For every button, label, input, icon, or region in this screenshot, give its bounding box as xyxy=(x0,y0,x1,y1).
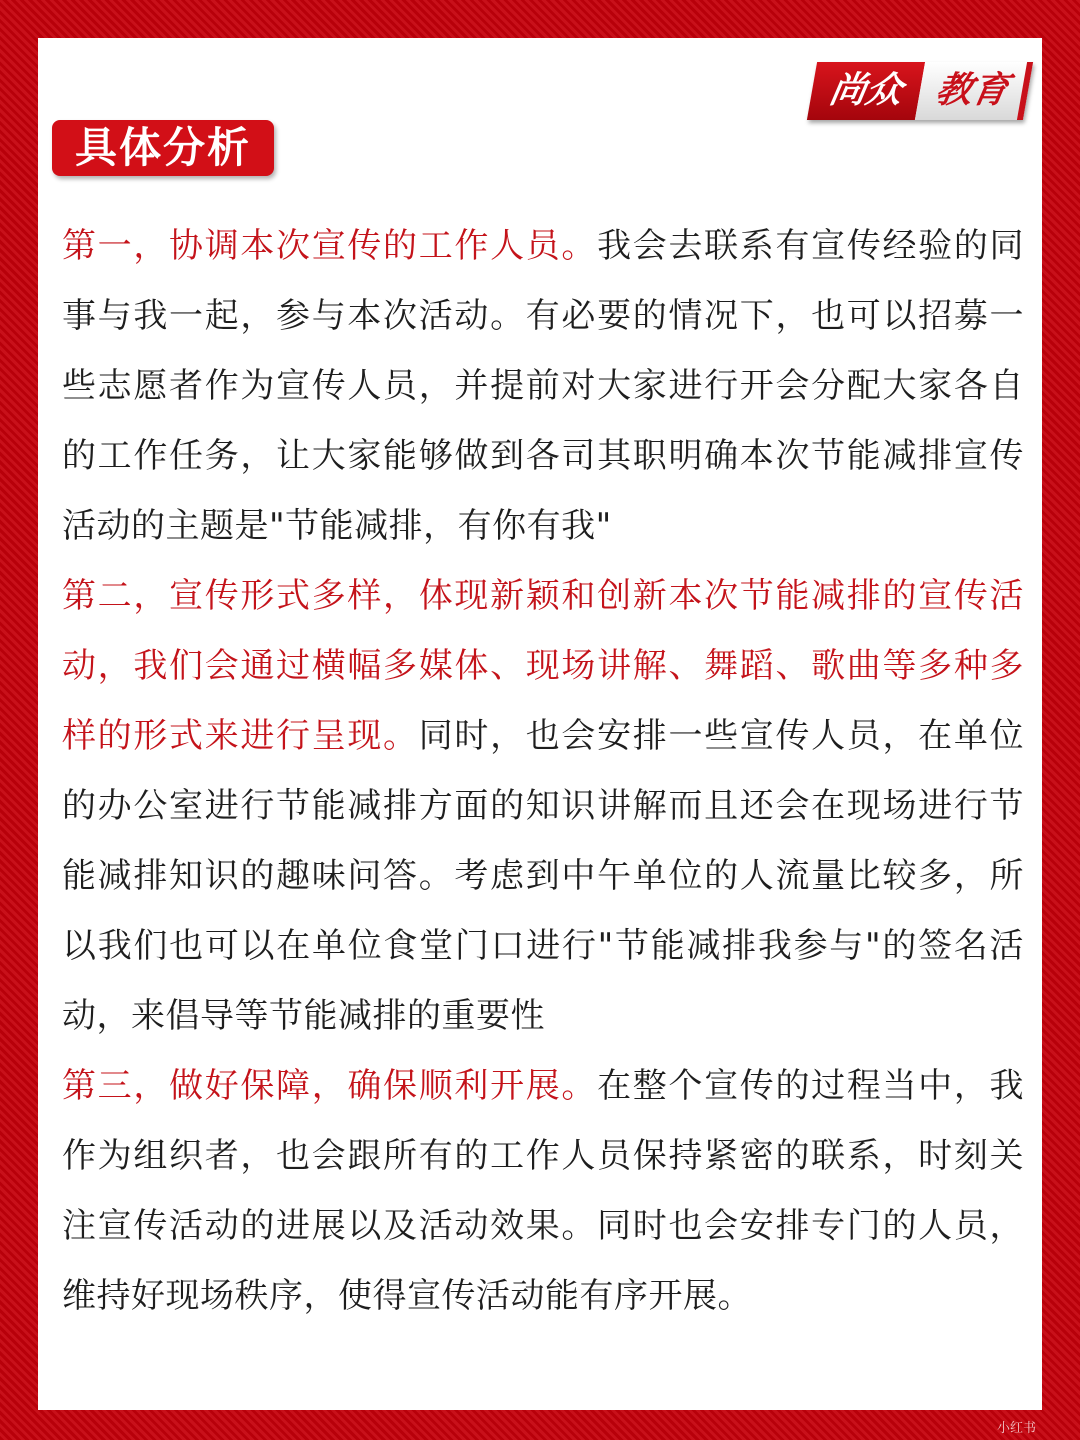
brand-logo-left: 尚众 xyxy=(807,62,925,120)
paragraph-2 xyxy=(62,561,1024,1051)
brand-logo-right: 教育 xyxy=(915,62,1033,120)
article-body xyxy=(62,211,1024,1331)
watermark: 小红书 xyxy=(996,1421,1036,1436)
paragraph-1 xyxy=(62,211,1024,561)
section-heading: 具体分析 xyxy=(52,120,274,176)
brand-logo xyxy=(807,62,1033,120)
paragraph-3 xyxy=(62,1051,1024,1331)
paragraph-3-text: 在整个宣传的过程当中，我作为组织者，也会跟所有的工作人员保持紧密的联系，时刻关注宣传活动的进展以及活动效果。同时也会安排专门的人员，维持好现场秩序，使得宣传活动能有序开展。 xyxy=(62,1066,1025,1316)
paragraph-1-text: 我会去联系有宣传经验的同事与我一起，参与本次活动。有必要的情况下，也可以招募一些志愿者作为宣传人员，并提前对大家进行开会分配大家各自的工作任务，让大家能够做到各司其职明确本次节能减排宣传活动的主题是"节能减排，有你有我" xyxy=(62,226,1025,546)
paragraph-1-highlight: 第一，协调本次宣传的工作人员。 xyxy=(62,226,598,266)
paragraph-2-text: 同时，也会安排一些宣传人员，在单位的办公室进行节能减排方面的知识讲解而且还会在现场进行节能减排知识的趣味问答。考虑到中午单位的人流量比较多，所以我们也可以在单位食堂门口进行"节能减排我参与"的签名活动，来倡导等节能减排的重要性 xyxy=(62,716,1025,1036)
paragraph-3-highlight: 第三，做好保障，确保顺利开展。 xyxy=(62,1066,598,1106)
paragraph-2-highlight: 第二，宣传形式多样，体现新颖和创新本次节能减排的宣传活动，我们会通过横幅多媒体、现场讲解、舞蹈、歌曲等多种多样的形式来进行呈现。 xyxy=(62,576,1024,756)
